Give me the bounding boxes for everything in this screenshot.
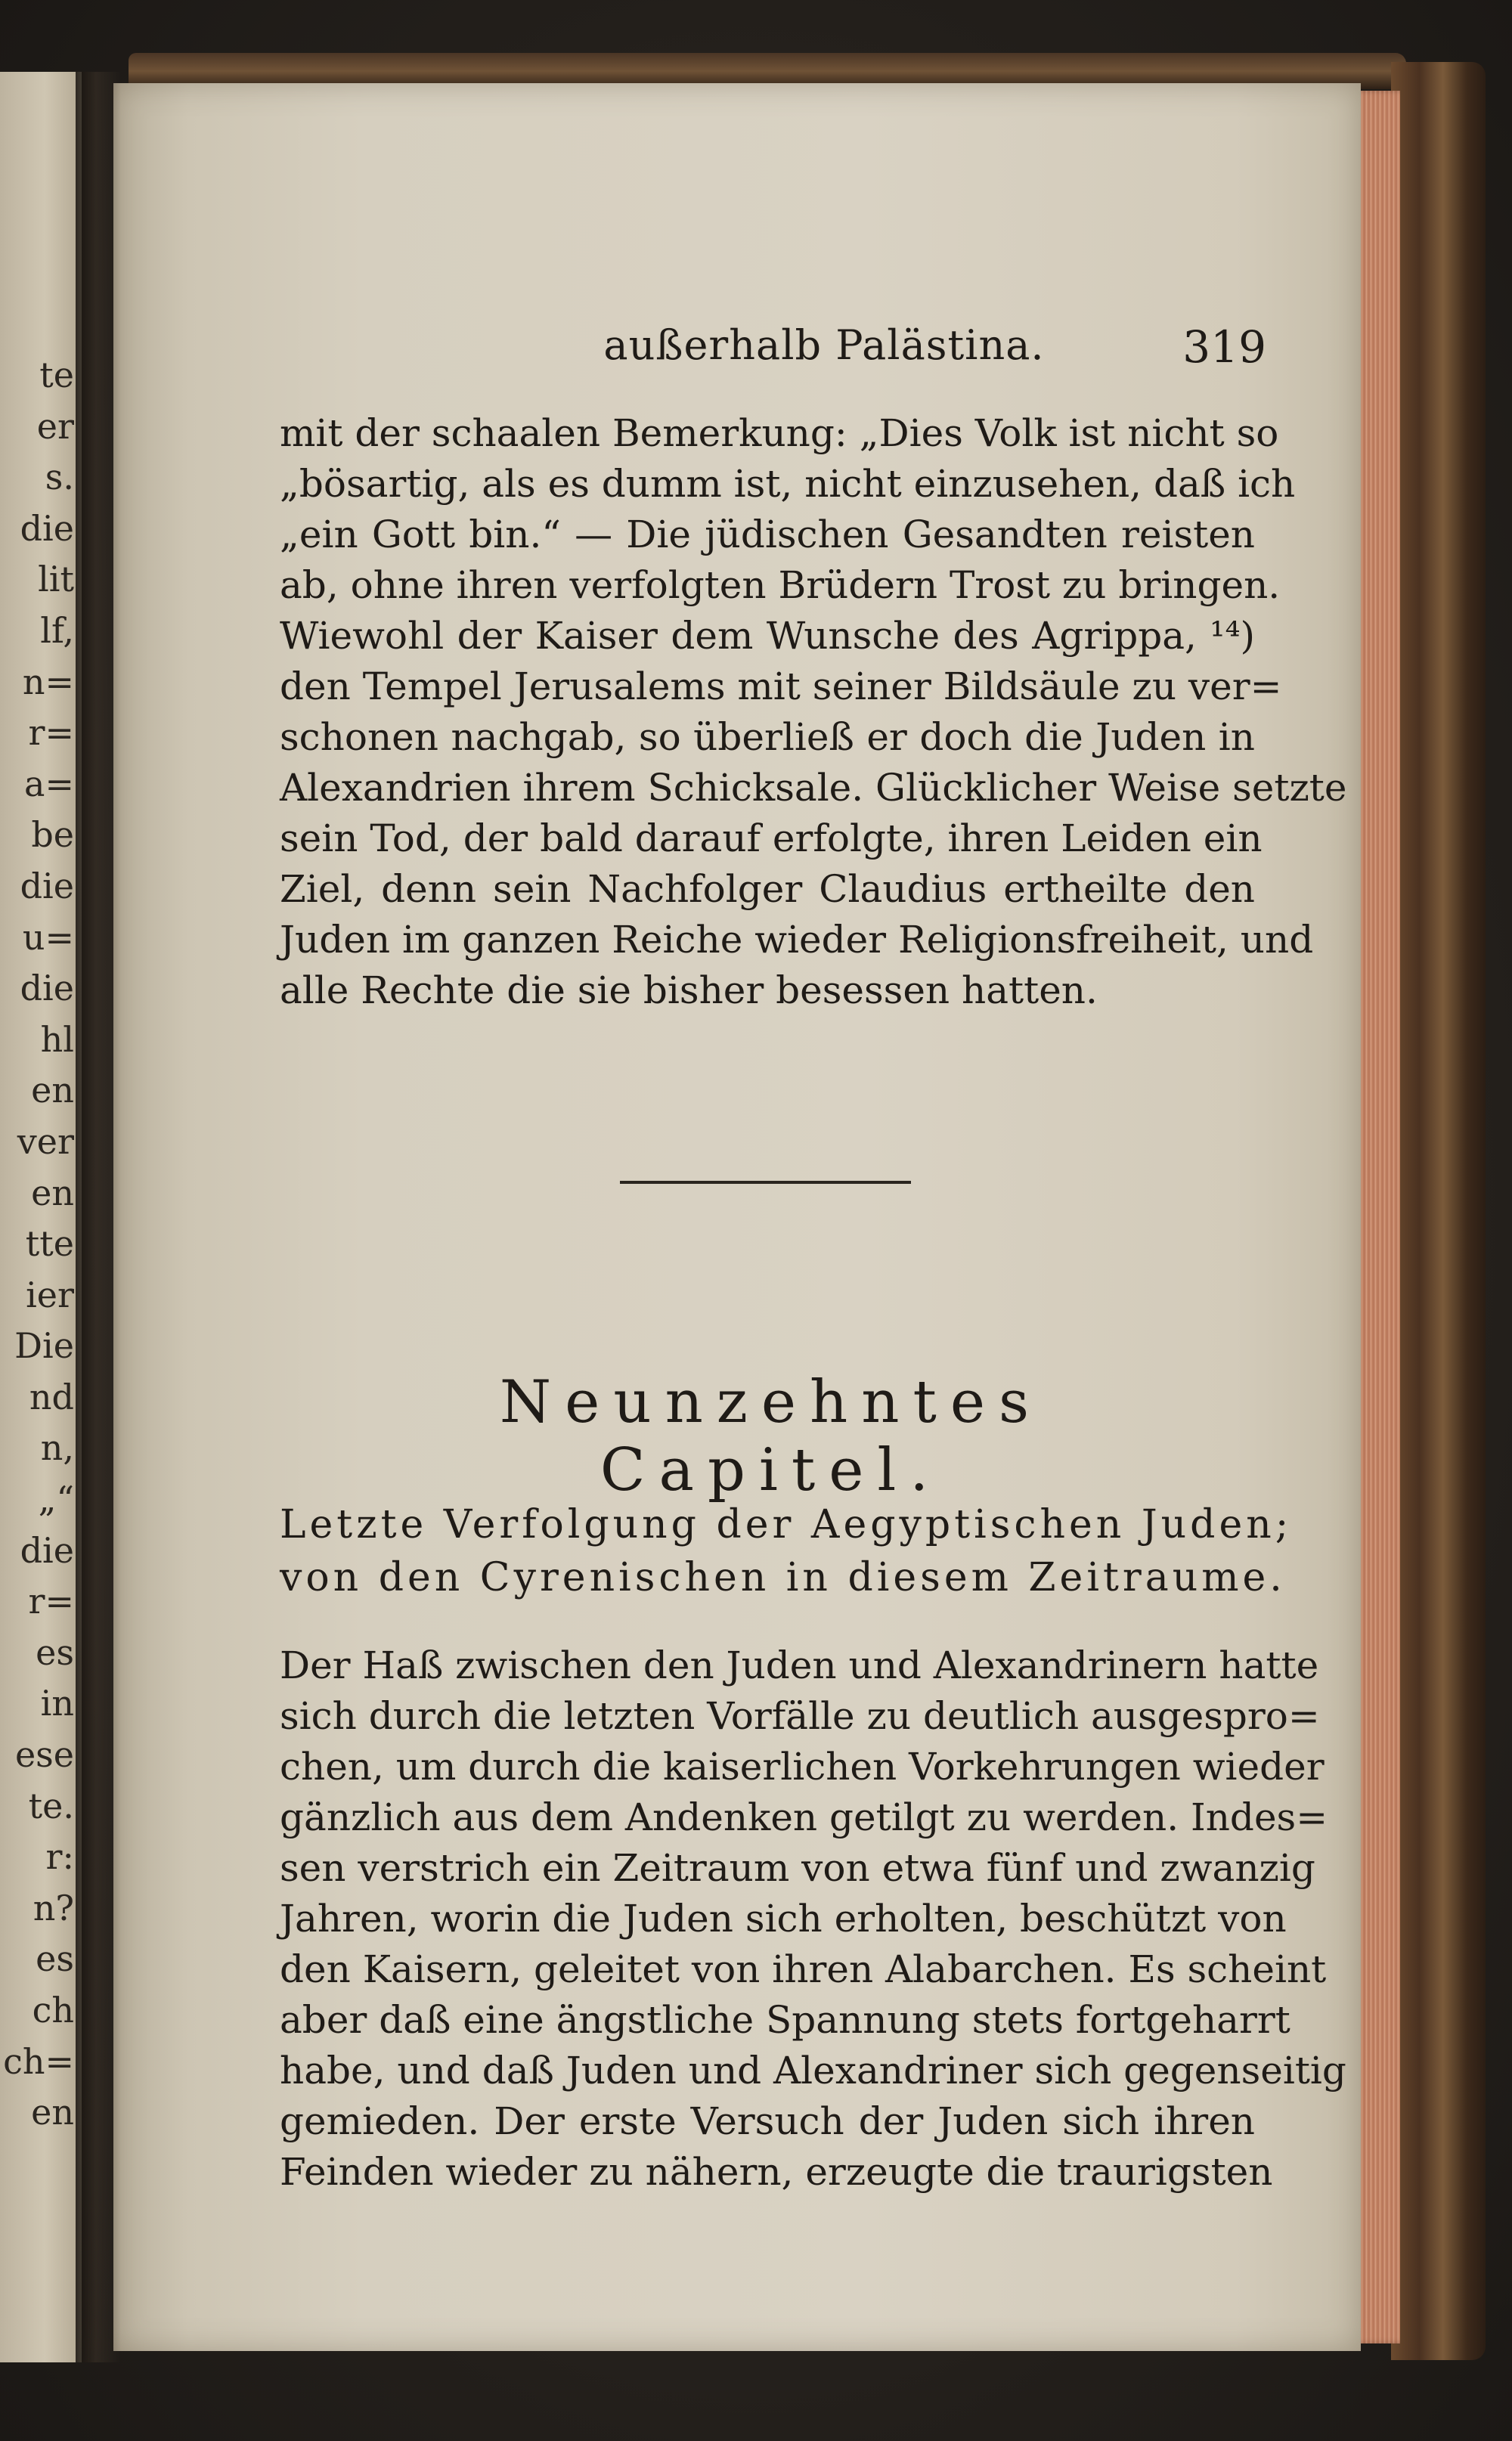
left-page-fragment: a=	[24, 763, 74, 804]
text-line: Ziel, denn sein Nachfolger Claudius ertheilte den	[280, 867, 1255, 911]
text-line: sen verstrich ein Zeitraum von etwa fünf und zwanzig	[280, 1846, 1315, 1890]
left-page-fragment: nd	[29, 1376, 74, 1417]
running-head: außerhalb Palästina.	[603, 321, 1045, 369]
left-page-text-fragments	[0, 350, 82, 2139]
text-line: alle Rechte die sie bisher besessen hatten.	[280, 968, 1098, 1012]
page-number: 319	[1182, 321, 1266, 373]
subtitle-line: Letzte Verfolgung der Aegyptischen Juden;	[280, 1502, 1293, 1547]
text-line: Wiewohl der Kaiser dem Wunsche des Agrippa, ¹⁴)	[280, 614, 1255, 658]
paragraph-2	[280, 1640, 1346, 2198]
left-page-fragment: es	[36, 1938, 74, 1980]
text-line: schonen nachgab, so überließ er doch die Juden in	[280, 715, 1255, 759]
text-line: Alexandrien ihrem Schicksale. Glücklicher Weise setzte	[280, 766, 1347, 810]
left-page-fragment: en	[31, 1070, 74, 1111]
left-page-fragment: r:	[45, 1836, 74, 1878]
chapter-subtitle	[280, 1498, 1293, 1604]
text-line: habe, und daß Juden und Alexandriner sich gegenseitig	[280, 2049, 1346, 2093]
text-line: den Kaisern, geleitet von ihren Alabarchen. Es scheint	[280, 1947, 1327, 1991]
left-page-fragment: en	[31, 1172, 74, 1213]
left-page-fragment: s.	[45, 457, 74, 498]
text-line: den Tempel Jerusalems mit seiner Bildsäule zu ver=	[280, 664, 1282, 708]
text-line: Juden im ganzen Reiche wieder Religionsfreiheit, und	[280, 918, 1314, 962]
left-page-fragment: die	[20, 968, 74, 1009]
left-page-fragment: hl	[40, 1018, 74, 1060]
text-line: aber daß eine ängstliche Spannung stets fortgeharrt	[280, 1998, 1290, 2042]
left-page-fragment: ch	[32, 1990, 74, 2031]
left-page-fragment: lit	[38, 559, 74, 600]
book-cover-edge	[1391, 62, 1486, 2360]
gutter-shadow	[76, 72, 121, 2362]
left-page-fragment: be	[31, 814, 74, 856]
right-page	[113, 83, 1361, 2351]
left-page-fragment: lf,	[40, 609, 74, 651]
left-page-fragment: er	[36, 405, 74, 447]
text-line: Feinden wieder zu nähern, erzeugte die traurigsten	[280, 2150, 1273, 2194]
left-page-fragment: ier	[26, 1274, 74, 1315]
text-line: sein Tod, der bald darauf erfolgte, ihren Leiden ein	[280, 816, 1263, 860]
text-line: „ein Gott bin.“ — Die jüdischen Gesandten reisten	[280, 513, 1255, 556]
text-line: „bösartig, als es dumm ist, nicht einzusehen, daß ich	[280, 462, 1296, 506]
text-line: Jahren, worin die Juden sich erholten, beschützt von	[280, 1897, 1287, 1941]
left-page-fragment: die	[20, 1529, 74, 1571]
left-page-fragment: es	[36, 1631, 74, 1673]
left-page-fragment: te	[39, 355, 74, 395]
text-line: ab, ohne ihren verfolgten Brüdern Trost zu bringen.	[280, 563, 1281, 607]
text-line: gemieden. Der erste Versuch der Juden sich ihren	[280, 2099, 1255, 2143]
text-line: Der Haß zwischen den Juden und Alexandrinern hatte	[280, 1643, 1319, 1687]
section-divider-rule	[620, 1181, 911, 1184]
left-page-fragment: n,	[40, 1427, 74, 1469]
left-page-fragment: en	[31, 2092, 74, 2133]
left-page-fragment: „“	[38, 1479, 74, 1520]
left-page-fragment: ese	[14, 1734, 74, 1776]
left-facing-page	[0, 72, 82, 2362]
text-line: gänzlich aus dem Andenken getilgt zu werden. Indes=	[280, 1795, 1328, 1839]
subtitle-line: von den Cyrenischen in diesem Zeitraume.	[280, 1555, 1286, 1600]
left-page-fragment: u=	[22, 916, 74, 958]
left-page-fragment: n?	[33, 1887, 74, 1928]
left-page-fragment: te.	[28, 1785, 74, 1826]
text-line: sich durch die letzten Vorfälle zu deutlich ausgespro=	[280, 1694, 1320, 1738]
text-line: chen, um durch die kaiserlichen Vorkehrungen wieder	[280, 1745, 1325, 1789]
left-page-fragment: r=	[28, 712, 74, 754]
left-page-fragment: die	[20, 507, 74, 549]
left-page-fragment: ch=	[3, 2040, 74, 2082]
left-page-fragment: die	[20, 865, 74, 906]
left-page-fragment: n=	[22, 661, 74, 702]
text-line: mit der schaalen Bemerkung: „Dies Volk ist nicht so	[280, 411, 1279, 455]
left-page-fragment: ver	[17, 1120, 74, 1162]
chapter-heading: Neunzehntes Capitel.	[499, 1368, 1043, 1504]
paragraph-1	[280, 408, 1347, 1016]
left-page-fragment: Die	[14, 1325, 74, 1367]
left-page-fragment: r=	[28, 1581, 74, 1622]
left-page-fragment: in	[40, 1683, 74, 1724]
left-page-fragment: tte	[25, 1223, 74, 1265]
